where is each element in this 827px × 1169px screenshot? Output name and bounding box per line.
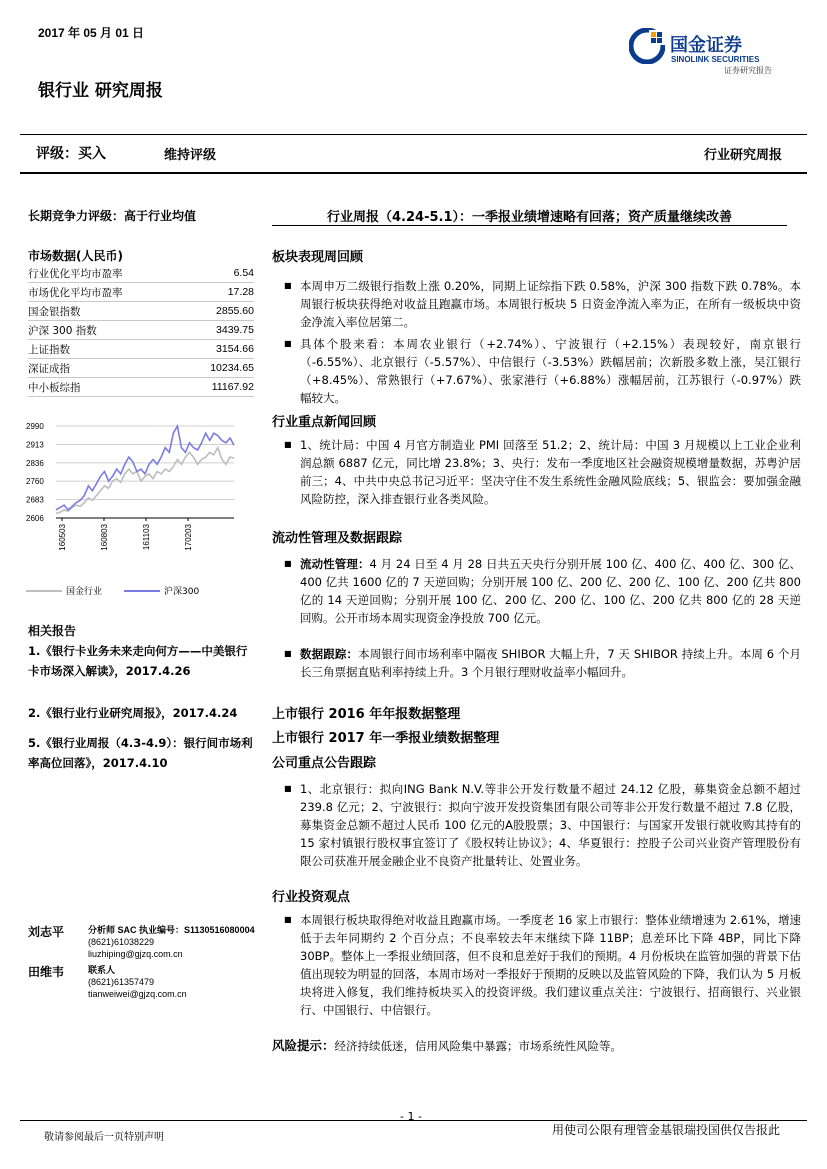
series-line xyxy=(56,426,234,510)
x-tick-label: 170203 xyxy=(184,524,193,551)
x-tick-label: 160803 xyxy=(100,524,109,551)
series-line xyxy=(56,448,234,514)
rating: 评级：买入 xyxy=(36,146,106,162)
rating-status: 维持评级 xyxy=(164,148,217,163)
analyst-id: 分析师 SAC 执业编号：S1130516080004 xyxy=(88,925,255,935)
y-tick-label: 2836 xyxy=(26,458,44,468)
y-tick-label: 2606 xyxy=(26,514,44,523)
x-tick-label: 160503 xyxy=(58,524,67,551)
market-row: 国金银指数 2855.60 xyxy=(28,302,254,321)
section-title[interactable]: 上市银行 2017 年一季报业绩数据整理 xyxy=(272,731,500,746)
long-term-rating: 长期竞争力评级：高于行业均值 xyxy=(28,209,197,223)
x-tick-label: 161103 xyxy=(142,524,151,551)
logo-name-cn: 国金证券 xyxy=(670,35,742,56)
index-chart xyxy=(20,418,260,608)
analyst-role: 联系人 xyxy=(88,965,116,975)
header-rule-bottom xyxy=(20,172,807,174)
sinolink-logo-icon xyxy=(629,28,665,64)
market-row: 行业优化平均市盈率 6.54 xyxy=(28,264,254,283)
section-title: 行业投资观点 xyxy=(272,890,351,905)
related-reports-title: 相关报告 xyxy=(28,624,77,638)
market-row: 中小板综指 11167.92 xyxy=(28,378,254,397)
legend-label: 国金行业 xyxy=(66,587,103,597)
paragraph: ■ 1、北京银行：拟向ING Bank N.V.等非公开发行数量不超过 24.12 亿股，募集资金总额不超过 239.8 亿元；2、宁波银行：拟向宁波开发投资集团有限公司等非公开发行数量不超过 7.8 亿股，募集资金总额不超过人民币 100 亿元的A股股票；3、中国银行：与国家开发银行就收购其持有的 15 家村镇银行股权事宜签订了《股权转让协议》；4、华夏银行：控股子公司兴业资产管理股份有限公司获准开展金融企业不良资产批量转让、处置业务。 xyxy=(286,780,801,870)
analyst-name: 刘志平 xyxy=(28,925,65,939)
section-title: 流动性管理及数据跟踪 xyxy=(272,531,403,546)
paragraph: ■ 数据跟踪：本周银行间市场利率中隔夜 SHIBOR 大幅上升，7 天 SHIBOR 持续上升。本周 6 个月长三角票据直贴利率持续上升。3 个月银行理财收益率小幅回升。 xyxy=(286,645,801,681)
related-report-item[interactable]: 2.《银行业行业研究周报》，2017.4.24 xyxy=(28,706,238,720)
report-title: 银行业 研究周报 xyxy=(38,81,163,101)
logo-name-en: SINOLINK SECURITIES xyxy=(671,55,760,64)
related-report-item[interactable]: 5.《银行业周报（4.3-4.9）：银行间市场利率高位回落》，2017.4.10 xyxy=(28,736,253,770)
analyst-phone: (8621)61038229 xyxy=(88,937,155,947)
paragraph: ■ 1、统计局：中国 4 月官方制造业 PMI 回落至 51.2；2、统计局：中国 3 月规模以上工业企业利润总额 6887 亿元，同比增 23.8%；3、央行：发布一季度地区社会融资规模增量数据，苏粤沪居前三；4、中共中央总书记习近平：坚决守住不发生系统性金融风险底线；5、银监会：要加强金融风险防控，深入排查银行业各类风险。 xyxy=(286,436,801,508)
footer-disclaimer: 敬请参阅最后一页特别声明 xyxy=(44,1132,164,1143)
headline-rule xyxy=(272,225,787,226)
related-report-item[interactable]: 1.《银行卡业务未来走向何方——中美银行卡市场深入解读》，2017.4.26 xyxy=(28,644,248,678)
market-row: 深证成指 10234.65 xyxy=(28,359,254,378)
paragraph: ■ 具体个股来看：本周农业银行（+2.74%）、宁波银行（+2.15%）表现较好，南京银行（-6.55%）、北京银行（-5.57%）、中信银行（-3.53%）跌幅居前；次新股多数上涨，吴江银行（+8.45%）、常熟银行（+7.67%）、张家港行（+6.88%）涨幅居前，江苏银行（-0.97%）跌幅较大。 xyxy=(286,335,801,407)
y-tick-label: 2913 xyxy=(26,440,44,450)
section-title: 行业重点新闻回顾 xyxy=(272,415,377,430)
section-title: 公司重点公告跟踪 xyxy=(272,756,377,771)
analyst-email[interactable]: liuzhiping@gjzq.com.cn xyxy=(88,949,183,959)
report-headline: 行业周报（4.24-5.1）：一季报业绩增速略有回落；资产质量继续改善 xyxy=(327,210,732,225)
y-tick-label: 2760 xyxy=(26,477,44,487)
market-data-title: 市场数据(人民币) xyxy=(28,249,123,263)
section-title[interactable]: 上市银行 2016 年年报数据整理 xyxy=(272,707,461,722)
paragraph: ■ 本周银行板块取得绝对收益且跑赢市场。一季度老 16 家上市银行：整体业绩增速为 2.61%，增速低于去年同期约 2 个百分点；不良率较去年末继续下降 11BP；息差环比下降 4BP，同比下降 30BP。整体上一季报业绩回落，但不良和息差好于我们的预期。4 月份板块在监管加强的背景下估值出现较为明显的回落，本周市场对一季报好于预期的反映以及监管风险的下降，我们认为 5 月板块将进入修复，我们维持板块买入的投资评级。我们建议重点关注：宁波银行、招商银行、兴业银行、中国银行、中信银行。 xyxy=(286,911,801,1019)
analyst-name: 田维韦 xyxy=(28,965,65,979)
report-date: 2017 年 05 月 01 日 xyxy=(38,26,145,40)
report-type: 行业研究周报 xyxy=(703,148,782,163)
market-row: 沪深 300 指数 3439.75 xyxy=(28,321,254,340)
y-tick-label: 2683 xyxy=(26,495,44,505)
legend-label: 沪深300 xyxy=(164,587,200,597)
section-title: 板块表现周回顾 xyxy=(272,250,364,265)
logo-subtitle: 证券研究报告 xyxy=(724,66,772,75)
market-row: 上证指数 3154.66 xyxy=(28,340,254,359)
header-rule-top xyxy=(20,134,807,135)
y-tick-label: 2990 xyxy=(26,422,44,431)
page-number: - 1 - xyxy=(400,1110,422,1123)
footer-notice: 用使司公限有理管金基银瑞投国供仅告报此 xyxy=(551,1123,780,1137)
paragraph: ■ 流动性管理：4 月 24 日至 4 月 28 日共五天央行分别开展 100 亿、400 亿、400 亿、300 亿、400 亿共 1600 亿的 7 天逆回购；分别开展 100 亿、200 亿、200 亿、100 亿、200 亿共 800 亿的 14 天逆回购；分别开展 100 亿、200 亿、200 亿、100 亿、200 亿共 800 亿的 28 天逆回购。公开市场本周实现资金净投放 700 亿元。 xyxy=(286,555,801,627)
risk-warning: 风险提示：经济持续低迷，信用风险集中暴露；市场系统性风险等。 xyxy=(272,1038,623,1053)
analyst-email[interactable]: tianweiwei@gjzq.com.cn xyxy=(88,989,187,999)
market-row: 市场优化平均市盈率 17.28 xyxy=(28,283,254,302)
analyst-phone: (8621)61357479 xyxy=(88,977,155,987)
market-data-table xyxy=(28,264,254,397)
paragraph: ■ 本周申万二级银行指数上涨 0.20%，同期上证综指下跌 0.58%，沪深 300 指数下跌 0.78%。本周银行板块获得绝对收益且跑赢市场。本周银行板块 5 日资金净流入率为正，在所有一级板块中资金净流入率位居第二。 xyxy=(286,277,801,331)
